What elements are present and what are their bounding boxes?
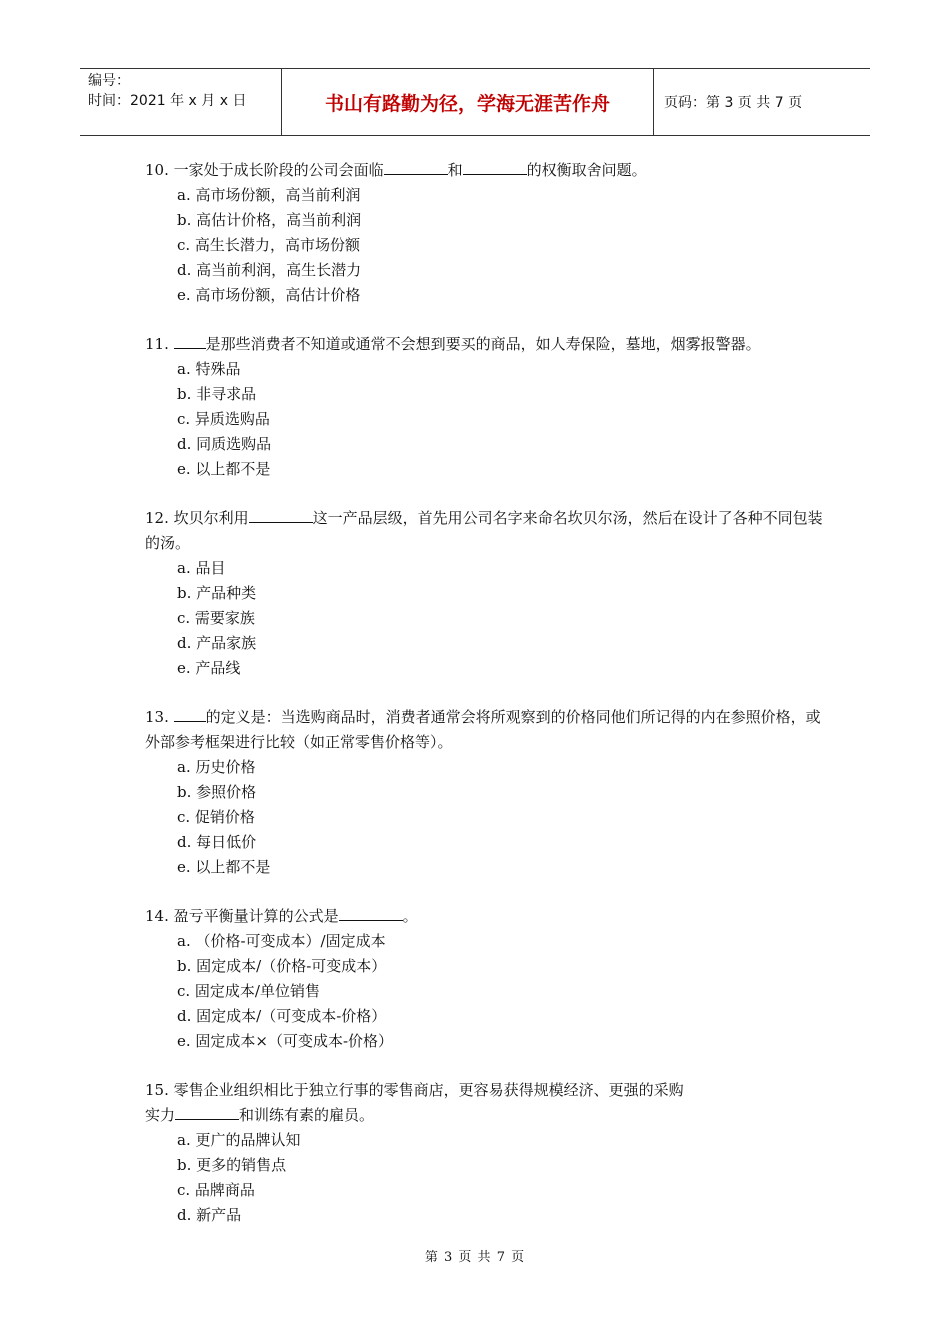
answer-blank [384,159,448,175]
option: a. 历史价格 [177,758,256,776]
option: c. 固定成本/单位销售 [177,982,320,1000]
option: d. 高当前利润，高生长潜力 [177,261,362,279]
answer-blank [174,333,206,349]
option: b. 参照价格 [177,783,257,801]
option: a. 更广的品牌认知 [177,1131,301,1149]
option: a. 特殊品 [177,360,241,378]
answer-blank [339,905,403,921]
question-11 [145,332,835,482]
question-13 [145,705,835,880]
document-time-label: 时间：2021 年 x 月 x 日 [88,93,247,109]
option: b. 固定成本/（价格-可变成本） [177,957,387,975]
option: c. 高生长潜力，高市场份额 [177,236,360,254]
question-15 [145,1078,835,1228]
option: b. 高估计价格，高当前利润 [177,211,362,229]
answer-blank [175,1104,239,1120]
option: d. 同质选购品 [177,435,272,453]
header-motto: 书山有路勤为径，学海无涯苦作舟 [282,69,654,135]
question-text: 13. 的定义是：当选购商品时，消费者通常会将所观察到的价格同他们所记得的内在参照价格，或外部参考框架进行比较（如正常零售价格等）。 [145,708,821,751]
page-header [80,68,870,136]
option: b. 产品种类 [177,584,257,602]
document-number-label: 编号： [88,73,130,89]
option: e. 固定成本×（可变成本-价格） [177,1032,394,1050]
question-text: 10. 一家处于成长阶段的公司会面临 和 的权衡取舍问题。 [145,161,647,179]
option: a. 高市场份额，高当前利润 [177,186,361,204]
header-meta [80,69,282,135]
option: e. 以上都不是 [177,460,271,478]
option: d. 固定成本/（可变成本-价格） [177,1007,387,1025]
answer-blank [463,159,527,175]
option: c. 异质选购品 [177,410,270,428]
option: c. 促销价格 [177,808,255,826]
option: c. 需要家族 [177,609,255,627]
question-10 [145,158,835,308]
option: b. 更多的销售点 [177,1156,287,1174]
question-text: 14. 盈亏平衡量计算的公式是 。 [145,907,418,925]
option: e. 高市场份额，高估计价格 [177,286,361,304]
question-text: 11. 是那些消费者不知道或通常不会想到要买的商品，如人寿保险，墓地，烟雾报警器。 [145,335,761,353]
question-text: 15. 零售企业组织相比于独立行事的零售商店，更容易获得规模经济、更强的采购实力 和训练有素的雇员。 [145,1081,684,1124]
header-page-label: 页码：第 3 页 共 7 页 [664,95,803,111]
option: e. 以上都不是 [177,858,271,876]
option: a. 品目 [177,559,226,577]
question-14 [145,904,835,1054]
page-footer: 第 3 页 共 7 页 [424,1250,526,1265]
option: a. （价格-可变成本）/固定成本 [177,932,386,950]
option: d. 每日低价 [177,833,257,851]
option: d. 新产品 [177,1206,242,1224]
question-text: 12. 坎贝尔利用 这一产品层级，首先用公司名字来命名坎贝尔汤，然后在设计了各种不同包装的汤。 [145,509,823,552]
option: e. 产品线 [177,659,241,677]
question-12 [145,506,835,681]
answer-blank [174,706,206,722]
answer-blank [249,507,313,523]
option: d. 产品家族 [177,634,257,652]
question-list [145,158,835,1252]
option: c. 品牌商品 [177,1181,255,1199]
option: b. 非寻求品 [177,385,257,403]
